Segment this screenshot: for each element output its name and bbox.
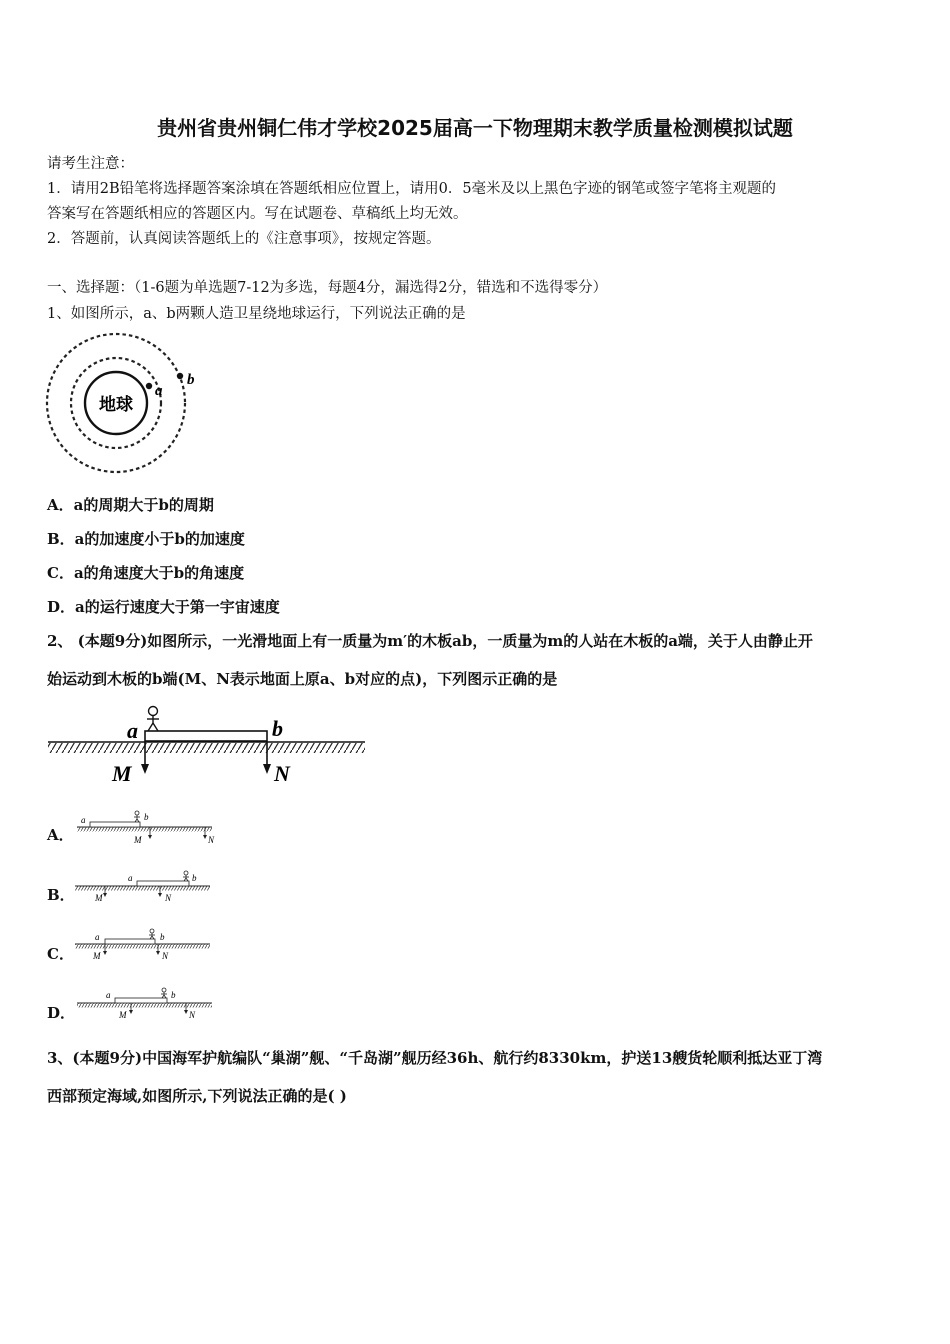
notice-line-2: 2．答题前，认真阅读答题纸上的《注意事项》，按规定答题。 (47, 231, 441, 247)
satellite-b-label: b (187, 372, 195, 388)
svg-text:M: M (93, 951, 101, 961)
notice-heading: 请考生注意： (47, 156, 134, 172)
svg-text:a: a (81, 815, 86, 825)
svg-text:b: b (192, 873, 197, 883)
svg-text:N: N (165, 893, 172, 903)
page-title: 贵州省贵州铜仁伟才学校2025届高一下物理期末教学质量检测模拟试题 (157, 116, 793, 140)
svg-text:N: N (162, 951, 169, 961)
q3-stem-line-2: 西部预定海域,如图所示,下列说法正确的是( ) (47, 1087, 347, 1105)
q2-option-d-label: D． (47, 1004, 76, 1022)
svg-text:N: N (208, 835, 215, 845)
svg-text:M: M (95, 893, 103, 903)
section-heading: 一、选择题：（1-6题为单选题7-12为多选，每题4分，漏选得2分，错选和不选得零分） (47, 280, 608, 296)
q2-figure (40, 700, 380, 790)
q2-option-b-label: B． (47, 886, 75, 904)
earth-label: 地球 (99, 395, 133, 414)
notice-line-1-cont: 答案写在答题纸相应的答题区内。写在试题卷、草稿纸上均无效。 (47, 206, 468, 222)
svg-text:M: M (119, 1010, 127, 1020)
q1-stem: 1、如图所示，a、b两颗人造卫星绕地球运行，下列说法正确的是 (47, 306, 466, 322)
q2-stem-line-2: 始运动到木板的b端(M、N表示地面上原a、b对应的点)，下列图示正确的是 (47, 670, 558, 688)
satellite-a-label: a (155, 383, 163, 399)
q1-orbit-figure (40, 330, 210, 475)
q2-option-a-figure (72, 806, 222, 848)
satellite-b (177, 373, 183, 379)
svg-text:a: a (106, 990, 111, 1000)
q3-stem-line-1: 3、(本题9分)中国海军护航编队“巢湖”舰、“千岛湖”舰历经36h、航行约8330km，护送13艘货轮顺利抵达亚丁湾 (47, 1049, 823, 1067)
q2-option-a-label: A． (47, 826, 74, 844)
label-a: a (127, 718, 138, 743)
notice-line-1: 1．请用2B铅笔将选择题答案涂填在答题纸相应位置上，请用0．5毫米及以上黑色字迹的钢笔或签字笔将主观题的 (47, 181, 777, 197)
satellite-a (146, 383, 152, 389)
q1-option-b: B．a的加速度小于b的加速度 (47, 530, 245, 548)
svg-text:a: a (128, 873, 133, 883)
svg-text:b: b (160, 932, 165, 942)
svg-text:N: N (189, 1010, 196, 1020)
label-N: N (274, 761, 290, 786)
q2-option-d-figure (72, 984, 222, 1026)
q2-option-b-figure (72, 866, 222, 908)
svg-text:b: b (144, 812, 149, 822)
svg-text:a: a (95, 932, 100, 942)
q1-option-d: D．a的运行速度大于第一宇宙速度 (47, 598, 280, 616)
q2-option-c-label: C． (47, 945, 74, 963)
label-M: M (112, 761, 132, 786)
person-icon (147, 707, 159, 732)
svg-text:b: b (171, 990, 176, 1000)
q1-option-a: A．a的周期大于b的周期 (47, 496, 214, 514)
label-b: b (272, 716, 283, 741)
q1-option-c: C．a的角速度大于b的角速度 (47, 564, 245, 582)
q2-stem-line-1: 2、 (本题9分)如图所示，一光滑地面上有一质量为m′的木板ab，一质量为m的人站在木板的a端，关于人由静止开 (47, 632, 813, 650)
svg-text:M: M (134, 835, 142, 845)
q2-option-c-figure (72, 925, 222, 967)
plank (145, 731, 267, 741)
